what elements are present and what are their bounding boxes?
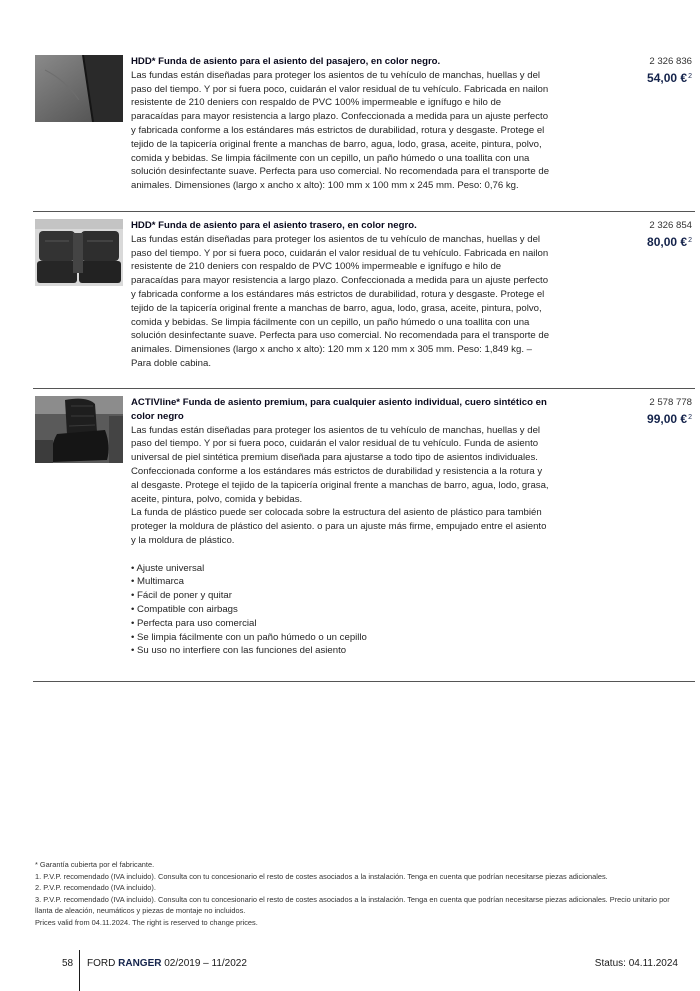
footnotes [35, 859, 675, 929]
price-value: 54,00 € [647, 70, 688, 85]
product-title: ACTIVline* Funda de asiento premium, para cualquier asiento individual, cuero sintético en color negro [131, 397, 547, 422]
footnote: 2. P.V.P. recomendado (IVA incluido). [35, 883, 156, 893]
feature-item: • Perfecta para uso comercial [131, 617, 257, 629]
feature-item: • Su uso no interfiere con las funciones del asiento [131, 645, 347, 657]
price-footnote-ref: 2 [688, 236, 692, 244]
part-number: 2 578 778 [649, 397, 692, 408]
brand-name: FORD [87, 958, 116, 969]
status-date: Status: 04.11.2024 [594, 958, 678, 969]
product-row [33, 392, 695, 682]
product-info [131, 219, 551, 371]
description-text: Las fundas están diseñadas para proteger los asientos de tu vehículo de manchas, huellas y del paso del tiempo. Y por si fuera poco, cuidarán el valor residual de tu vehículo. Funda de asiento universal de piel sintética premium diseñada para ajustarse a todo tipo de asientos individuales. Confeccionada conforme a los estándares más estrictos de durabilidad y resistencia a la rotura y al desgaste. Protege el tejido de la tapicería original frente a manchas de barro, agua, lodo, grasa, aceite, pintura, polvo, comida y bebidas. [131, 424, 549, 505]
product-description [131, 69, 551, 193]
product-image [35, 396, 123, 463]
product-info [131, 55, 551, 193]
model-period: 02/2019 – 11/2022 [164, 958, 247, 969]
part-number: 2 326 836 [649, 56, 692, 67]
footnote: 1. P.V.P. recomendado (IVA incluido). Consulta con tu concesionario el resto de costes asociados a la instalación. Tenga en cuenta que podrían necesitarse piezas adicionales. [35, 871, 608, 881]
footer-divider [79, 950, 80, 991]
feature-item: • Se limpia fácilmente con un paño húmedo o un cepillo [131, 631, 367, 643]
seat-cover-image [35, 55, 123, 122]
footnote: * Garantía cubierta por el fabricante. [35, 860, 155, 869]
product-title: HDD* Funda de asiento para el asiento del pasajero, en color negro. [131, 56, 441, 67]
feature-item: • Fácil de poner y quitar [131, 590, 232, 602]
feature-item: • Multimarca [131, 576, 184, 588]
premium-seat-cover-image [35, 396, 123, 463]
price-column [647, 396, 692, 427]
footnote: Prices valid from 04.11.2024. The right is reserved to change prices. [35, 917, 258, 927]
description-text: Las fundas están diseñadas para proteger los asientos de tu vehículo de manchas, huellas y del paso del tiempo. Y por si fuera poco, cuidarán el valor residual de tu vehículo. Fabricada en nailon resistente de 210 deniers con respaldo de PVC 100% impermeable e ignífugo e hilo de paracaídas para mayor resistencia a largo plazo. Confeccionada a medida para un ajuste perfecto y fabricada conforme a los estándares más estrictos de durabilidad, rotura y desgaste. Protege el tejido de la tapicería original frente a manchas de barro, agua, lodo, grasa, aceite, pintura, polvo, comida y bebidas. Se limpia fácilmente con un cepillo, un paño húmedo o una toallita con una solución desinfectante suave. Perfecta para uso comercial. No recomendada para el transporte de animales. Dimensiones (largo x ancho x alto): 100 mm x 100 mm x 245 mm. Peso: 0,76 kg. [131, 69, 550, 192]
product-description [131, 233, 551, 371]
price [647, 69, 692, 86]
price-footnote-ref: 2 [688, 72, 692, 80]
feature-item: • Ajuste universal [131, 562, 205, 574]
price [647, 410, 692, 427]
price-value: 80,00 € [647, 234, 688, 249]
product-row [33, 51, 695, 212]
product-image [35, 55, 123, 122]
product-image [35, 219, 123, 286]
page-footer [0, 950, 700, 991]
product-title: HDD* Funda de asiento para el asiento trasero, en color negro. [131, 220, 417, 231]
product-description [131, 424, 551, 659]
feature-list [131, 562, 551, 659]
price-value: 99,00 € [647, 411, 688, 426]
rear-seat-cover-image [35, 219, 123, 286]
price-column [647, 55, 692, 86]
product-info [131, 396, 551, 658]
price-footnote-ref: 2 [688, 413, 692, 421]
brand-line [87, 958, 247, 969]
model-name: RANGER [118, 958, 162, 969]
feature-item: • Compatible con airbags [131, 603, 238, 615]
part-number: 2 326 854 [649, 220, 692, 231]
page-number: 58 [62, 958, 74, 969]
description-text: Las fundas están diseñadas para proteger los asientos de tu vehículo de manchas, huellas y del paso del tiempo. Y por si fuera poco, cuidarán el valor residual de tu vehículo. Fabricada en nailon resistente de 210 deniers con respaldo de PVC 100% impermeable e ignífugo e hilo de paracaídas para mayor resistencia a largo plazo. Confeccionada a medida para un ajuste perfecto y fabricada conforme a los estándares más estrictos de durabilidad, rotura y desgaste. Protege el tejido de la tapicería original frente a manchas de barro, agua, lodo, grasa, aceite, pintura, polvo, comida y bebidas. Se limpia fácilmente con un cepillo, un paño húmedo o una toallita con una solución desinfectante suave. Perfecta para uso comercial. No recomendada para el transporte de animales. Dimensiones (largo x ancho x alto): 120 mm x 120 mm x 305 mm. Peso: 1,849 kg. – Para doble cabina. [131, 233, 550, 369]
footnote: 3. P.V.P. recomendado (IVA incluido). Consulta con tu concesionario el resto de costes asociados a la instalación. Tenga en cuenta que podrían necesitarse piezas adicionales. Precio unitario por llanta de aleación, neumáticos y piezas de montaje no incluidos. [35, 894, 670, 916]
price [647, 233, 692, 250]
price-column [647, 219, 692, 250]
description-extra: La funda de plástico puede ser colocada sobre la estructura del asiento de plástico para también proteger la moldura de plástico del asiento. o para un ajuste más firme, empujado entre el asiento y la moldura de plástico. [131, 507, 547, 546]
product-row [33, 215, 695, 389]
